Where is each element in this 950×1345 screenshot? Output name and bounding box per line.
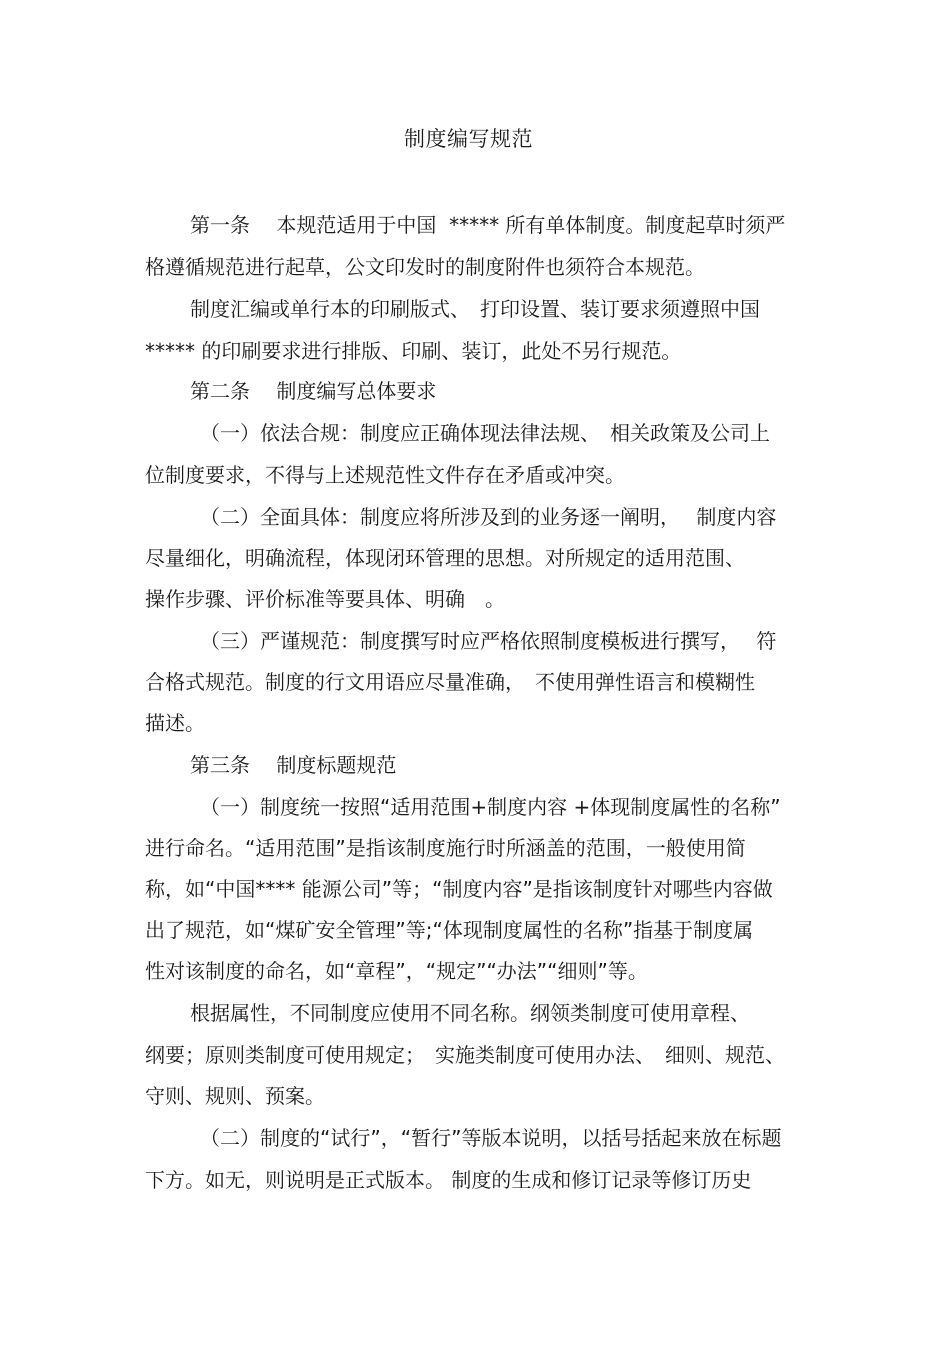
paragraph-line: 守则、规则、预案。 bbox=[145, 1084, 325, 1108]
document-title: 制度编写规范 bbox=[404, 127, 533, 151]
paragraph-line: 制度汇编或单行本的印刷版式、 打印设置、装订要求须遵照中国 bbox=[190, 297, 760, 321]
paragraph-line: （二）全面具体：制度应将所涉及到的业务逐一阐明， 制度内容 bbox=[200, 505, 777, 529]
paragraph-line: 性对该制度的命名，如“章程”，“规定”“办法”“细则”等。 bbox=[145, 959, 648, 983]
paragraph-line: 称，如“中国**** 能源公司”等；“制度内容”是指该制度针对哪些内容做 bbox=[145, 877, 773, 901]
paragraph-line: 进行命名。“适用范围”是指该制度施行时所涵盖的范围，一般使用简 bbox=[145, 836, 746, 860]
section-heading: 第二条 制度编写总体要求 bbox=[190, 379, 437, 403]
paragraph-line: 下方。如无，则说明是正式版本。 制度的生成和修订记录等修订历史 bbox=[145, 1168, 752, 1192]
paragraph-line: 根据属性，不同制度应使用不同名称。纲领类制度可使用章程、 bbox=[190, 1001, 750, 1025]
paragraph-line: 第一条 本规范适用于中国 ***** 所有单体制度。制度起草时须严 bbox=[190, 213, 786, 237]
paragraph-line: （一）依法合规：制度应正确体现法律法规、 相关政策及公司上 bbox=[200, 421, 770, 445]
paragraph-line: 操作步骤、评价标准等要具体、明确 。 bbox=[145, 587, 505, 611]
paragraph-line: 纲要；原则类制度可使用规定； 实施类制度可使用办法、 细则、规范、 bbox=[145, 1043, 785, 1067]
paragraph-line: 位制度要求，不得与上述规范性文件存在矛盾或冲突。 bbox=[145, 463, 625, 487]
paragraph-line: 出了规范，如“煤矿安全管理”等;“体现制度属性的名称”指基于制度属 bbox=[145, 918, 754, 942]
paragraph-line: 尽量细化，明确流程，体现闭环管理的思想。对所规定的适用范围、 bbox=[145, 546, 745, 570]
paragraph-line: 合格式规范。制度的行文用语应尽量准确， 不使用弹性语言和模糊性 bbox=[145, 670, 755, 694]
section-heading: 第三条 制度标题规范 bbox=[190, 753, 397, 777]
paragraph-line: （一）制度统一按照“适用范围+制度内容 +体现制度属性的名称” bbox=[200, 795, 781, 819]
paragraph-line: 格遵循规范进行起草，公文印发时的制度附件也须符合本规范。 bbox=[145, 255, 705, 279]
paragraph-line: ***** 的印刷要求进行排版、印刷、装订，此处不另行规范。 bbox=[145, 339, 682, 363]
paragraph-line: 描述。 bbox=[145, 711, 205, 735]
paragraph-line: （二）制度的“试行”，“暂行”等版本说明，以括号括起来放在标题 bbox=[200, 1126, 782, 1150]
paragraph-line: （三）严谨规范：制度撰写时应严格依照制度模板进行撰写， 符 bbox=[200, 629, 777, 653]
